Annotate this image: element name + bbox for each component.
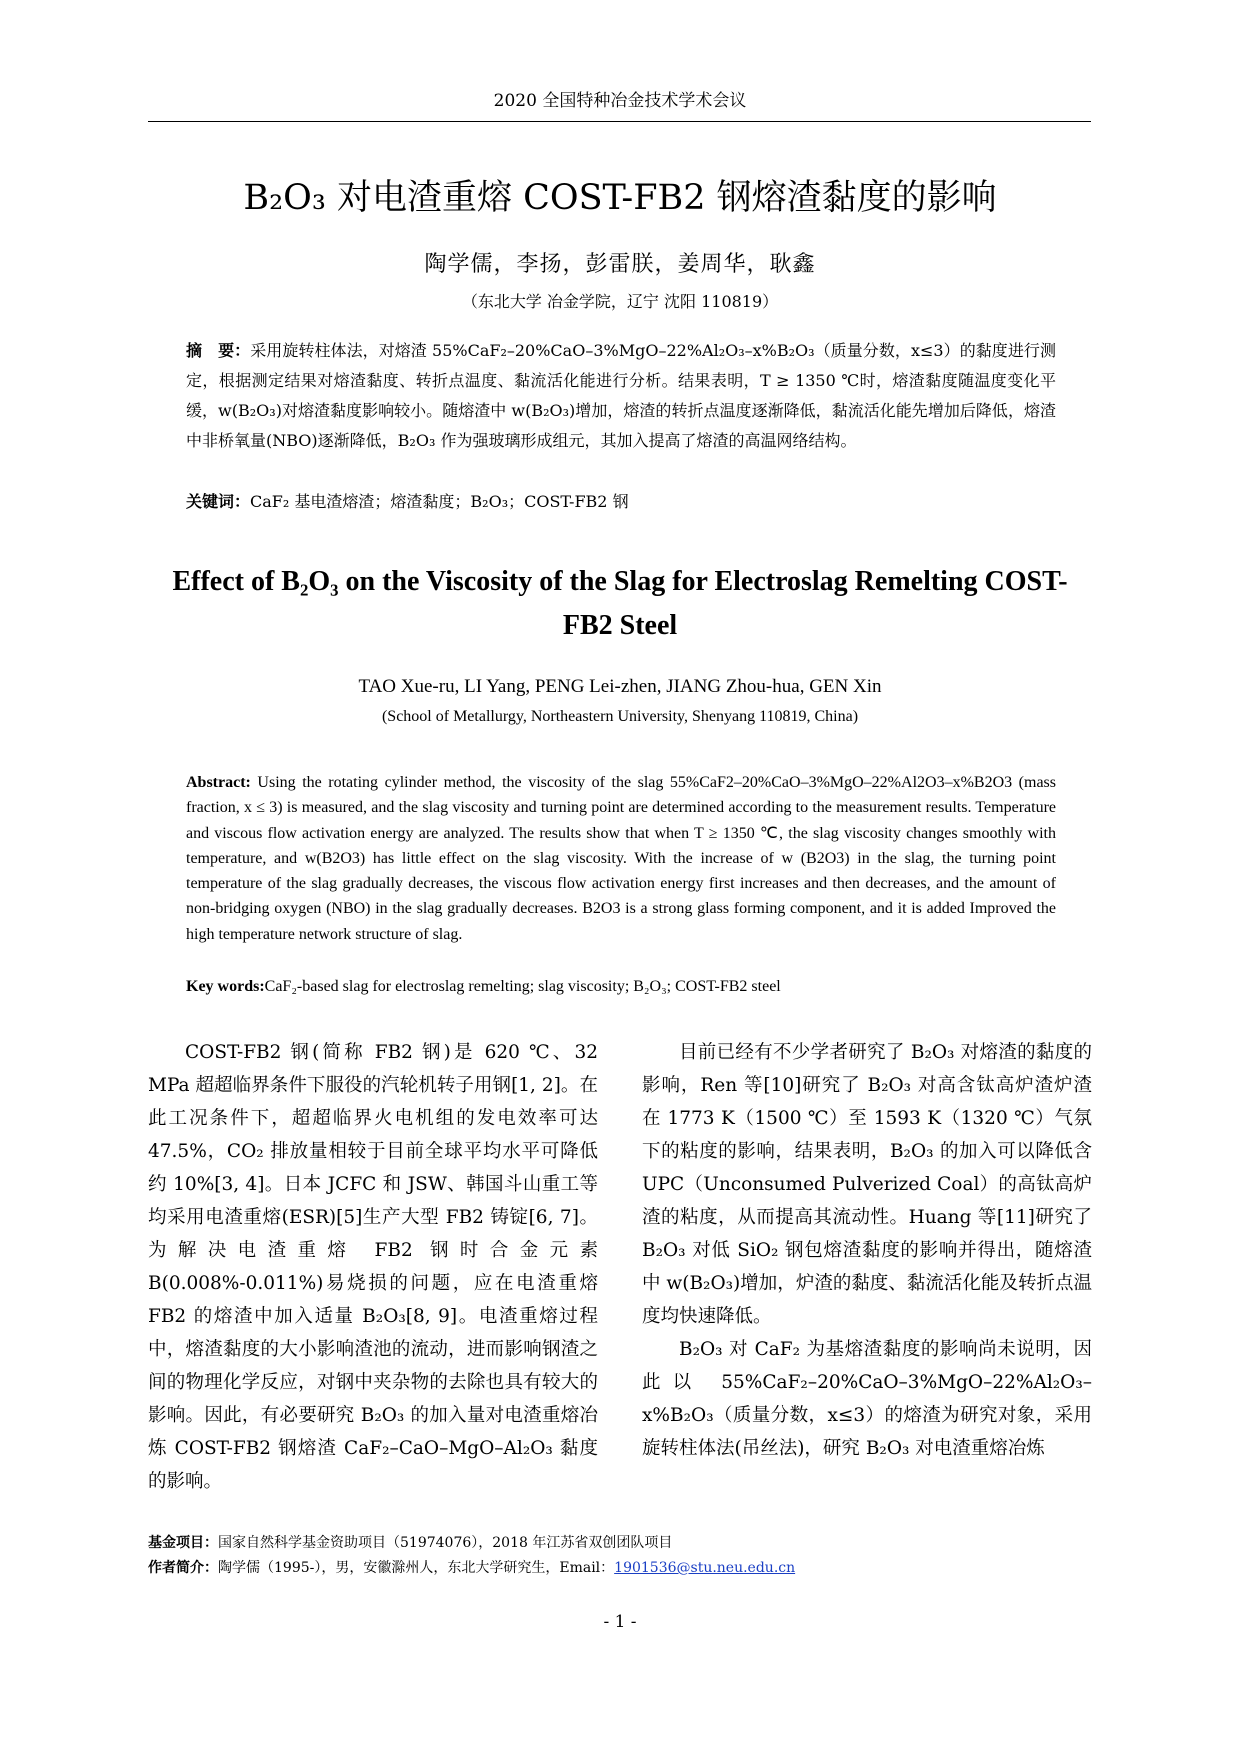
chinese-keywords [186,489,1056,512]
author-bio-text: 陶学儒（1995-），男，安徽滁州人，东北大学研究生，Email： [218,1560,615,1576]
chinese-abstract-label: 摘 要： [186,341,251,360]
chinese-title: B₂O₃ 对电渣重熔 COST-FB2 钢熔渣黏度的影响 [243,178,997,218]
english-keywords-text: CaF₂-based slag for electroslag remelting; slag viscosity; B₂O₃; COST-FB2 steel [264,978,781,995]
chinese-abstract [186,336,1056,456]
english-abstract-label: Abstract: [186,774,251,791]
chinese-authors: 陶学儒，李扬，彭雷朕，姜周华，耿鑫 [424,252,816,277]
running-header: 2020 全国特种冶金技术学术会议 [493,91,747,111]
english-keywords-label: Key words: [186,978,265,995]
body-column-left [148,1036,598,1498]
chinese-abstract-text: 采用旋转柱体法，对熔渣 55%CaF₂–20%CaO–3%MgO–22%Al₂O₃–x%B₂O₃（质量分数，x≤3）的黏度进行测定，根据测定结果对熔渣黏度、转折点温度、黏流活化能进行分析。结果表明，T ≥ 1350 ℃时，熔渣黏度随温度变化平缓，w(B₂O₃)对熔渣黏度影响较小。随熔渣中 w(B₂O₃)增加，熔渣的转折点温度逐渐降低，黏流活化能先增加后降低，熔渣中非桥氧量(NBO)逐渐降低，B₂O₃ 作为强玻璃形成组元，其加入提高了熔渣的高温网络结构。 [186,341,1056,450]
chinese-affiliation: （东北大学 冶金学院，辽宁 沈阳 110819） [461,292,779,311]
author-note [148,1556,1091,1581]
footnotes [148,1531,1091,1581]
chinese-keywords-label: 关键词： [186,492,251,511]
fund-text: 国家自然科学基金资助项目（51974076），2018 年江苏省双创团队项目 [218,1535,673,1551]
body-column-right [642,1036,1092,1465]
page-number: - 1 - [603,1612,637,1632]
chinese-keywords-text: CaF₂ 基电渣熔渣；熔渣黏度；B₂O₃；COST-FB2 钢 [250,492,629,511]
header-rule [148,121,1091,122]
english-title: Effect of B₂O₃ on the Viscosity of the Slag for Electroslag Remelting COST-FB2 Steel [172,566,1068,641]
author-bio-label: 作者简介： [148,1560,218,1576]
body-paragraph-intro: COST-FB2 钢(简称 FB2 钢)是 620 ℃、32 MPa 超超临界条件下服役的汽轮机转子用钢[1, 2]。在此工况条件下，超超临界火电机组的发电效率可达 47.5%，CO₂ 排放量相较于目前全球平均水平可降低约 10%[3, 4]。日本 JCFC 和 JSW、韩国斗山重工等均采用电渣重熔(ESR)[5]生产大型 FB2 铸锭[6, 7]。为解决电渣重熔 FB2 钢时合金元素 B(0.008%-0.011%)易烧损的问题，应在电渣重熔 FB2 的熔渣中加入适量 B₂O₃[8, 9]。电渣重熔过程中，熔渣黏度的大小影响渣池的流动，进而影响钢渣之间的物理化学反应，对钢中夹杂物的去除也具有较大的影响。因此，有必要研究 B₂O₃ 的加入量对电渣重熔冶炼 COST-FB2 钢熔渣 CaF₂–CaO–MgO–Al₂O₃ 黏度的影响。 [148,1042,598,1492]
body-paragraph-review: 目前已经有不少学者研究了 B₂O₃ 对熔渣的黏度的影响，Ren 等[10]研究了 B₂O₃ 对高含钛高炉渣炉渣在 1773 K（1500 ℃）至 1593 K（1320 ℃）气氛下的粘度的影响，结果表明，B₂O₃ 的加入可以降低含 UPC（Unconsumed Pulverized Coal）的高钛高炉渣的粘度，从而提高其流动性。Huang 等[11]研究了 B₂O₃ 对低 SiO₂ 钢包熔渣黏度的影响并得出，随熔渣中 w(B₂O₃)增加，炉渣的黏度、黏流活化能及转折点温度均快速降低。 [642,1042,1092,1327]
english-authors: TAO Xue-ru, LI Yang, PENG Lei-zhen, JIANG Zhou-hua, GEN Xin [358,676,882,697]
english-affiliation: (School of Metallurgy, Northeastern University, Shenyang 110819, China) [381,708,859,725]
email-link[interactable]: 1901536@stu.neu.edu.cn [614,1560,796,1576]
english-abstract [186,770,1056,947]
body-paragraph-aim: B₂O₃ 对 CaF₂ 为基熔渣黏度的影响尚未说明，因此以 55%CaF₂–20%CaO–3%MgO–22%Al₂O₃–x%B₂O₃（质量分数，x≤3）的熔渣为研究对象，采用旋转柱体法(吊丝法)，研究 B₂O₃ 对电渣重熔冶炼 [642,1339,1092,1459]
english-abstract-text: Using the rotating cylinder method, the viscosity of the slag 55%CaF2–20%CaO–3%MgO–22%Al2O3–x%B2O3 (mass fraction, x ≤ 3) is measured, and the slag viscosity and turning point are determined according to the measurement results. Temperature and viscous flow activation energy are analyzed. The results show that when T ≥ 1350 ℃, the slag viscosity changes smoothly with temperature, and w(B2O3) has little effect on the slag viscosity. With the increase of w (B2O3) in the slag, the turning point temperature of the slag gradually decreases, the viscous flow activation energy first increases and then decreases, and the amount of non-bridging oxygen (NBO) in the slag gradually decreases. B2O3 is a strong glass forming component, and it is added Improved the high temperature network structure of slag. [186,774,1056,943]
fund-note [148,1531,1091,1556]
english-keywords [186,978,1056,996]
fund-label: 基金项目： [148,1535,218,1551]
